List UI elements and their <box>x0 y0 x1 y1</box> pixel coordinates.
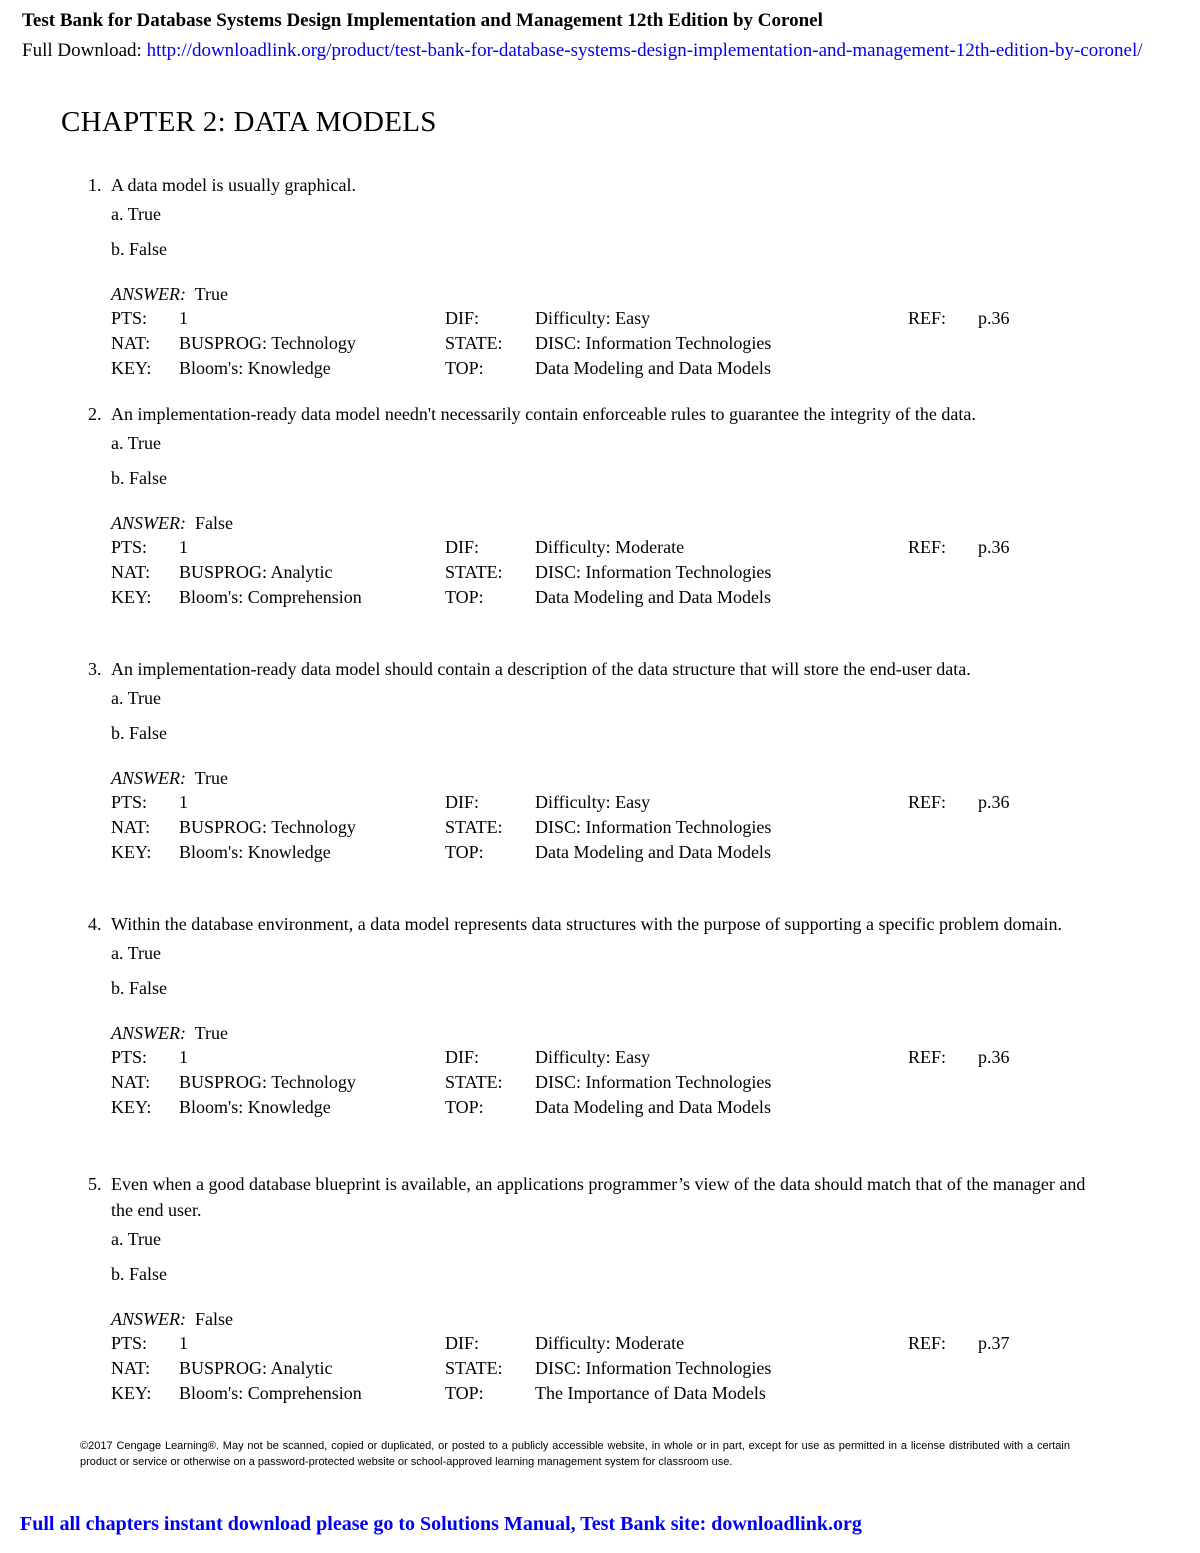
answer-line <box>111 511 1088 535</box>
option-false: b. False <box>111 239 167 259</box>
ref-value: p.36 <box>978 1047 1010 1067</box>
nat-label: NAT: <box>111 562 151 582</box>
dif-value: Difficulty: Easy <box>535 1047 651 1067</box>
question-text: An implementation-ready data model needn't necessarily contain enforceable rules to guarantee the integrity of the data. <box>111 404 976 424</box>
question-stem <box>88 656 1088 682</box>
question-number: 2. <box>88 404 102 424</box>
state-value: DISC: Information Technologies <box>535 562 772 582</box>
footer-download-link[interactable]: Full all chapters instant download please go to Solutions Manual, Test Bank site: downloadlink.org <box>20 1513 862 1535</box>
dif-label: DIF: <box>445 792 480 812</box>
ref-value: p.36 <box>978 537 1010 557</box>
meta-row-nat <box>111 815 1088 840</box>
answer-value: False <box>194 513 233 533</box>
key-value: Bloom's: Knowledge <box>179 1097 331 1117</box>
question-stem <box>88 172 1088 198</box>
question-text: Even when a good database blueprint is available, an applications programmer’s view of the data should match that of the manager and the end user. <box>111 1174 1086 1220</box>
copyright-notice: ©2017 Cengage Learning®. May not be scanned, copied or duplicated, or posted to a publicly accessible website, in whole or in part, except for use as permitted in a license distributed with a certain product or service or otherwise on a password-protected website or school-approved learning management system for classroom use. <box>80 1440 1070 1468</box>
meta-row-nat <box>111 560 1088 585</box>
answer-value: False <box>194 1309 233 1329</box>
dif-value: Difficulty: Moderate <box>535 537 685 557</box>
nat-label: NAT: <box>111 1358 151 1378</box>
dif-value: Difficulty: Moderate <box>535 1333 685 1353</box>
question-number: 5. <box>88 1174 102 1194</box>
option-true: a. True <box>111 1229 162 1249</box>
top-value: Data Modeling and Data Models <box>535 587 771 607</box>
question-stem <box>88 911 1088 937</box>
state-value: DISC: Information Technologies <box>535 1358 772 1378</box>
question-number: 4. <box>88 914 102 934</box>
state-label: STATE: <box>445 1072 503 1092</box>
option-true: a. True <box>111 433 162 453</box>
ref-value: p.36 <box>978 308 1010 328</box>
top-value: Data Modeling and Data Models <box>535 842 771 862</box>
document-header-title: Test Bank for Database Systems Design Implementation and Management 12th Edition by Coronel <box>22 10 823 31</box>
answer-label: ANSWER: <box>111 284 186 304</box>
question-stem <box>88 401 1088 427</box>
answer-label: ANSWER: <box>111 768 186 788</box>
question-text: Within the database environment, a data model represents data structures with the purpose of supporting a specific problem domain. <box>111 914 1062 934</box>
question-number: 3. <box>88 659 102 679</box>
ref-value: p.36 <box>978 792 1010 812</box>
meta-row-pts <box>111 790 1088 815</box>
nat-label: NAT: <box>111 1072 151 1092</box>
ref-label: REF: <box>908 792 947 812</box>
pts-label: PTS: <box>111 1047 148 1067</box>
state-value: DISC: Information Technologies <box>535 333 772 353</box>
meta-row-nat <box>111 1070 1088 1095</box>
answer-block <box>88 1021 1088 1120</box>
top-label: TOP: <box>445 1383 484 1403</box>
question-text: An implementation-ready data model should contain a description of the data structure that will store the end-user data. <box>111 659 971 679</box>
option-true: a. True <box>111 688 162 708</box>
top-label: TOP: <box>445 1097 484 1117</box>
dif-value: Difficulty: Easy <box>535 308 651 328</box>
dif-label: DIF: <box>445 1333 480 1353</box>
key-label: KEY: <box>111 587 152 607</box>
nat-value: BUSPROG: Analytic <box>179 1358 333 1378</box>
dif-value: Difficulty: Easy <box>535 792 651 812</box>
pts-label: PTS: <box>111 792 148 812</box>
pts-value: 1 <box>179 1047 188 1067</box>
option-true: a. True <box>111 204 162 224</box>
option-false: b. False <box>111 1264 167 1284</box>
dif-label: DIF: <box>445 1047 480 1067</box>
meta-row-pts <box>111 1045 1088 1070</box>
meta-row-nat <box>111 1356 1088 1381</box>
download-link[interactable]: http://downloadlink.org/product/test-bank-for-database-systems-design-implementation-and-management-12th-edition-by-coronel/ <box>146 40 1143 61</box>
state-label: STATE: <box>445 333 503 353</box>
answer-block <box>88 282 1088 381</box>
state-label: STATE: <box>445 817 503 837</box>
question-4 <box>88 911 1088 1120</box>
state-value: DISC: Information Technologies <box>535 817 772 837</box>
state-label: STATE: <box>445 1358 503 1378</box>
chapter-title: CHAPTER 2: DATA MODELS <box>61 106 437 138</box>
key-value: Bloom's: Comprehension <box>179 1383 362 1403</box>
answer-block <box>88 511 1088 610</box>
pts-label: PTS: <box>111 537 148 557</box>
state-label: STATE: <box>445 562 503 582</box>
answer-block <box>88 1307 1088 1406</box>
dif-label: DIF: <box>445 537 480 557</box>
key-label: KEY: <box>111 1383 152 1403</box>
answer-value: True <box>194 284 229 304</box>
answer-label: ANSWER: <box>111 1023 186 1043</box>
meta-row-key <box>111 840 1088 865</box>
option-false: b. False <box>111 468 167 488</box>
nat-value: BUSPROG: Technology <box>179 1072 356 1092</box>
answer-value: True <box>194 1023 229 1043</box>
key-value: Bloom's: Comprehension <box>179 587 362 607</box>
key-label: KEY: <box>111 358 152 378</box>
top-value: Data Modeling and Data Models <box>535 1097 771 1117</box>
question-3 <box>88 656 1088 865</box>
key-value: Bloom's: Knowledge <box>179 842 331 862</box>
pts-label: PTS: <box>111 1333 148 1353</box>
meta-row-key <box>111 1095 1088 1120</box>
key-value: Bloom's: Knowledge <box>179 358 331 378</box>
answer-line <box>111 766 1088 790</box>
nat-label: NAT: <box>111 817 151 837</box>
ref-label: REF: <box>908 1333 947 1353</box>
key-label: KEY: <box>111 1097 152 1117</box>
meta-row-pts <box>111 1331 1088 1356</box>
ref-label: REF: <box>908 308 947 328</box>
meta-row-key <box>111 1381 1088 1406</box>
question-1 <box>88 172 1088 381</box>
dif-label: DIF: <box>445 308 480 328</box>
option-false: b. False <box>111 978 167 998</box>
answer-line <box>111 282 1088 306</box>
download-line <box>22 40 1200 62</box>
question-text: A data model is usually graphical. <box>111 175 356 195</box>
top-label: TOP: <box>445 587 484 607</box>
top-value: The Importance of Data Models <box>535 1383 766 1403</box>
option-true: a. True <box>111 943 162 963</box>
option-false: b. False <box>111 723 167 743</box>
question-number: 1. <box>88 175 102 195</box>
question-5 <box>88 1171 1088 1406</box>
pts-value: 1 <box>179 537 188 557</box>
top-label: TOP: <box>445 358 484 378</box>
ref-label: REF: <box>908 537 947 557</box>
state-value: DISC: Information Technologies <box>535 1072 772 1092</box>
ref-label: REF: <box>908 1047 947 1067</box>
meta-row-pts <box>111 306 1088 331</box>
top-value: Data Modeling and Data Models <box>535 358 771 378</box>
answer-line <box>111 1307 1088 1331</box>
nat-label: NAT: <box>111 333 151 353</box>
download-label: Full Download: <box>22 40 147 61</box>
pts-label: PTS: <box>111 308 148 328</box>
nat-value: BUSPROG: Technology <box>179 333 356 353</box>
answer-block <box>88 766 1088 865</box>
question-stem <box>88 1171 1088 1223</box>
pts-value: 1 <box>179 792 188 812</box>
key-label: KEY: <box>111 842 152 862</box>
pts-value: 1 <box>179 1333 188 1353</box>
nat-value: BUSPROG: Analytic <box>179 562 333 582</box>
meta-row-key <box>111 356 1088 381</box>
ref-value: p.37 <box>978 1333 1010 1353</box>
question-2 <box>88 401 1088 610</box>
nat-value: BUSPROG: Technology <box>179 817 356 837</box>
meta-row-key <box>111 585 1088 610</box>
pts-value: 1 <box>179 308 188 328</box>
meta-row-nat <box>111 331 1088 356</box>
answer-label: ANSWER: <box>111 513 186 533</box>
answer-line <box>111 1021 1088 1045</box>
top-label: TOP: <box>445 842 484 862</box>
answer-label: ANSWER: <box>111 1309 186 1329</box>
meta-row-pts <box>111 535 1088 560</box>
answer-value: True <box>194 768 229 788</box>
